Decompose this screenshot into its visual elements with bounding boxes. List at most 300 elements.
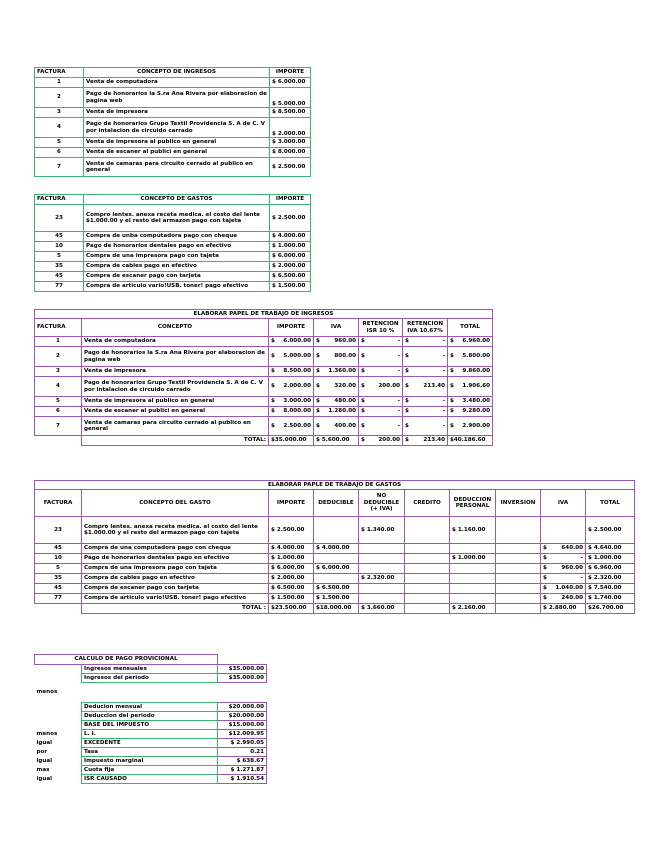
inversion-cell: [496, 574, 541, 584]
iva-cell-value: 800.00: [334, 353, 356, 360]
iva-cell: [541, 594, 586, 604]
deduccion-cell: [450, 564, 496, 574]
iva-cell-value: -: [580, 555, 583, 562]
iva-cell-value: 480.00: [334, 398, 356, 405]
total-no-deducible: $ 3.660.00: [359, 604, 405, 614]
ingresos-header-importe: IMPORTE: [270, 68, 311, 78]
iva-cell: [541, 584, 586, 594]
currency-sign: $: [361, 368, 365, 375]
header-importe: IMPORTE: [269, 490, 314, 517]
calculo-label: Impuesto marginal: [82, 757, 218, 766]
total-cell-value: 2.900.00: [462, 422, 490, 429]
currency-sign: $: [405, 353, 409, 360]
total-importe: $35.000.00: [269, 436, 314, 446]
importe-cell: [269, 407, 314, 417]
total-label: TOTAL :: [82, 604, 269, 614]
ret-iva-cell: [403, 417, 448, 436]
iva-cell-value: 320.00: [334, 383, 356, 390]
calculo-row: [35, 775, 267, 784]
iva-cell: [541, 544, 586, 554]
calculo-title: CALCULO DE PAGO PROVICIONAL: [35, 655, 218, 665]
calculo-operator: [35, 703, 82, 712]
total-cell: $ 2.320.00: [586, 574, 635, 584]
iva-cell-value: 240.00: [561, 595, 583, 602]
calculo-row: [35, 674, 267, 683]
ingresos-factura: 4: [35, 118, 84, 138]
calculo-row: [35, 712, 267, 721]
gastos-importe: $ 6.500.00: [270, 272, 311, 282]
table-row: [35, 242, 311, 252]
ret-isr-cell-value: -: [397, 408, 400, 415]
iva-cell-value: 1.360.00: [328, 368, 356, 375]
ret-iva-cell-value: 213.40: [423, 383, 445, 390]
currency-sign: $: [543, 575, 547, 582]
inversion-cell: [496, 554, 541, 564]
calculo-operator: igual: [36, 757, 53, 764]
currency-sign: $: [316, 398, 320, 405]
papel-ingresos-title: ELABORAR PAPEL DE TRABAJO DE INGRESOS: [35, 310, 493, 319]
factura-cell: 77: [35, 594, 82, 604]
importe-cell-value: 3.000.00: [283, 398, 311, 405]
table-row: [35, 584, 635, 594]
calculo-value: [218, 683, 267, 703]
gastos-header-factura: FACTURA: [35, 195, 84, 205]
papel-ingresos-header-row: [35, 319, 493, 337]
deducible-cell: [314, 517, 359, 544]
ret-isr-cell: [359, 417, 403, 436]
gastos-importe: $ 2.000.00: [270, 262, 311, 272]
currency-sign: $: [405, 338, 409, 345]
calculo-row: [35, 739, 267, 748]
ingresos-importe: $ 6.000.00: [270, 78, 311, 88]
total-total: $40.186.60: [448, 436, 493, 446]
importe-cell-value: 2.500.00: [283, 422, 311, 429]
currency-sign: $: [316, 338, 320, 345]
total-cell: [448, 347, 493, 367]
calculo-operator: [35, 712, 82, 721]
header-factura: FACTURA: [35, 319, 82, 337]
calculo-title-row: [35, 655, 267, 665]
calculo-row: [35, 665, 267, 674]
total-cell-value: 3.480.00: [462, 398, 490, 405]
ret-isr-cell-value: -: [397, 353, 400, 360]
concepto-cell: Pago de honorarios dentales pago en efectivo: [82, 554, 269, 564]
table-row: [35, 407, 493, 417]
calculo-operator: [35, 721, 82, 730]
ret-iva-cell: [403, 367, 448, 377]
currency-sign: $: [361, 422, 365, 429]
calculo-value: $ 1.271.87: [218, 766, 267, 775]
importe-cell: $ 6.500.00: [269, 584, 314, 594]
table-row: [35, 337, 493, 347]
ret-isr-cell-value: -: [397, 338, 400, 345]
currency-sign: $: [316, 408, 320, 415]
ingresos-concepto: Pago de honorarios la S.ra Ana Rivera por elaboracion de pagina web: [84, 88, 270, 108]
ret-iva-cell-value: -: [442, 353, 445, 360]
ingresos-header-factura: FACTURA: [35, 68, 84, 78]
papel-gastos-title: ELABORAR PAPLE DE TRABAJO DE GASTOS: [35, 481, 635, 490]
total-cell-value: 1.906.60: [462, 383, 490, 390]
total-cell: [448, 337, 493, 347]
total-retencion-isr: [359, 436, 403, 446]
papel-gastos-header-row: [35, 490, 635, 517]
inversion-cell: [496, 564, 541, 574]
calculo-value: $ 638.67: [218, 757, 267, 766]
header-importe: IMPORTE: [269, 319, 314, 337]
total-importe: $23.500.00: [269, 604, 314, 614]
header-credito: CREDITO: [405, 490, 450, 517]
concepto-cell: Venta de impresora: [82, 367, 269, 377]
iva-cell-value: -: [580, 575, 583, 582]
calculo-row: [35, 703, 267, 712]
importe-cell: [269, 367, 314, 377]
currency-sign: $: [316, 353, 320, 360]
credito-cell: [405, 564, 450, 574]
importe-cell: $ 6.000.00: [269, 564, 314, 574]
ingresos-factura: 7: [35, 158, 84, 177]
papel-ingresos-table: [34, 309, 493, 446]
currency-sign: $: [405, 368, 409, 375]
importe-cell: $ 1.000.00: [269, 554, 314, 564]
papel-gastos-title-row: [35, 481, 635, 490]
currency-sign: $: [543, 595, 547, 602]
total-label: TOTAL:: [82, 436, 269, 446]
factura-cell: 7: [35, 417, 82, 436]
table-row: [35, 118, 311, 138]
calculo-value: $35.000.00: [218, 674, 267, 683]
header-iva: IVA: [314, 319, 359, 337]
gastos-importe: $ 1.500.00: [270, 282, 311, 292]
calculo-label: Ingresos mensuales: [82, 665, 218, 674]
currency-sign: $: [361, 408, 365, 415]
iva-cell: [314, 417, 359, 436]
currency-sign: $: [450, 383, 454, 390]
currency-sign: $: [543, 585, 547, 592]
iva-cell: [541, 574, 586, 584]
total-retencion-iva: [403, 436, 448, 446]
ret-iva-cell: [403, 377, 448, 397]
gastos-header-row: [35, 195, 311, 205]
table-row: [35, 232, 311, 242]
ret-isr-cell: [359, 397, 403, 407]
gastos-concepto: Pago de honorarios dentales pago en efectivo: [84, 242, 270, 252]
currency-sign: $: [543, 545, 547, 552]
header-retencion-iva: RETENCION IVA 10.67%: [403, 319, 448, 337]
ret-iva-cell-value: -: [442, 408, 445, 415]
ingresos-factura: 3: [35, 108, 84, 118]
ingresos-importe: $ 3.000.00: [270, 138, 311, 148]
ret-isr-cell-value: -: [397, 368, 400, 375]
total-cell: [448, 367, 493, 377]
table-row: [35, 78, 311, 88]
calculo-label: Deduccion del periodo: [82, 712, 218, 721]
ret-iva-cell: [403, 407, 448, 417]
ret-isr-cell-value: 200.00: [378, 383, 400, 390]
table-row: [35, 347, 493, 367]
ret-isr-cell: [359, 377, 403, 397]
iva-cell-value: 1.040.00: [555, 585, 583, 592]
deduccion-cell: $ 1.000.00: [450, 554, 496, 564]
no-deducible-cell: [359, 544, 405, 554]
no-deducible-cell: [359, 554, 405, 564]
table-row: [35, 282, 311, 292]
credito-cell: [405, 594, 450, 604]
factura-cell: 2: [35, 347, 82, 367]
ret-isr-cell-value: -: [397, 398, 400, 405]
papel-ingresos-total-row: [35, 436, 493, 446]
calculo-operator: [35, 665, 82, 674]
concepto-cell: Compra de una computadora pago con cheque: [82, 544, 269, 554]
table-row: [35, 367, 493, 377]
currency-sign: $: [450, 398, 454, 405]
no-deducible-cell: $ 2.320.00: [359, 574, 405, 584]
iva-cell-value: 640.00: [561, 545, 583, 552]
factura-cell: 5: [35, 564, 82, 574]
gastos-table: [34, 194, 311, 292]
currency-sign: $: [361, 437, 365, 444]
concepto-cell: Pago de honorarios la S.ra Ana Rivera por elaboracion de pagina web: [82, 347, 269, 367]
ret-iva-cell: [403, 347, 448, 367]
concepto-cell: Compra de cables pago en efectivo: [82, 574, 269, 584]
deduccion-cell: [450, 594, 496, 604]
currency-sign: $: [450, 368, 454, 375]
ingresos-importe: $ 2.500.00: [270, 158, 311, 177]
currency-sign: $: [450, 353, 454, 360]
calculo-label: Tasa: [82, 748, 218, 757]
header-factura: FACTURA: [35, 490, 82, 517]
ret-isr-cell: [359, 407, 403, 417]
currency-sign: $: [405, 437, 409, 444]
no-deducible-cell: [359, 594, 405, 604]
deducible-cell: [314, 554, 359, 564]
table-row: [35, 108, 311, 118]
ret-isr-cell: [359, 337, 403, 347]
gastos-factura: 35: [35, 262, 84, 272]
ret-iva-cell-value: -: [442, 422, 445, 429]
total-cell: [448, 417, 493, 436]
credito-cell: [405, 574, 450, 584]
factura-cell: 10: [35, 554, 82, 564]
ingresos-header-concepto: CONCEPTO DE INGRESOS: [84, 68, 270, 78]
currency-sign: $: [405, 398, 409, 405]
table-row: [35, 517, 635, 544]
currency-sign: $: [543, 555, 547, 562]
factura-cell: 6: [35, 407, 82, 417]
header-iva: IVA: [541, 490, 586, 517]
total-cell: $ 6.960.00: [586, 564, 635, 574]
ingresos-concepto: Venta de computadora: [84, 78, 270, 88]
calculo-label: BASE DEL IMPUESTO: [82, 721, 218, 730]
calculo-value: $15.000.00: [218, 721, 267, 730]
iva-cell: [314, 377, 359, 397]
ingresos-importe: $ 5.000.00: [270, 88, 311, 108]
deducible-cell: $ 6.000.00: [314, 564, 359, 574]
table-row: [35, 138, 311, 148]
currency-sign: $: [361, 338, 365, 345]
importe-cell: [269, 337, 314, 347]
ingresos-factura: 5: [35, 138, 84, 148]
ingresos-concepto: Pago de honorarios Grupo Textil Providencia S. A de C. V por intalacion de circuido carrado: [84, 118, 270, 138]
calculo-value: 0.21: [218, 748, 267, 757]
credito-cell: [405, 544, 450, 554]
credito-cell: [405, 554, 450, 564]
concepto-cell: Compro lentes. anexa receta medica. el costo del lente $1.000.00 y el resto del armazon pago con tajeta: [82, 517, 269, 544]
iva-cell: [541, 564, 586, 574]
gastos-concepto: Compra de cables pago en efectivo: [84, 262, 270, 272]
ingresos-concepto: Venta de camaras para circuito cerrado al publico en general: [84, 158, 270, 177]
factura-cell: 3: [35, 367, 82, 377]
ingresos-importe: $ 8.500.00: [270, 108, 311, 118]
table-row: [35, 417, 493, 436]
factura-cell: 35: [35, 574, 82, 584]
calculo-table: [34, 654, 267, 784]
importe-cell: $ 1.500.00: [269, 594, 314, 604]
table-row: [35, 262, 311, 272]
gastos-header-importe: IMPORTE: [270, 195, 311, 205]
ingresos-factura: 6: [35, 148, 84, 158]
factura-cell: 4: [35, 377, 82, 397]
ingresos-concepto: Venta de impresora: [84, 108, 270, 118]
importe-cell: $ 2.500.00: [269, 517, 314, 544]
iva-cell-value: 960.00: [334, 338, 356, 345]
header-deduccion-personal: DEDUCCION PERSONAL: [450, 490, 496, 517]
calculo-row: [35, 683, 267, 703]
table-row: [35, 554, 635, 564]
gastos-factura: 45: [35, 232, 84, 242]
importe-cell: [269, 347, 314, 367]
header-total: TOTAL: [448, 319, 493, 337]
importe-cell-value: 6.000.00: [283, 338, 311, 345]
importe-cell: [269, 377, 314, 397]
calculo-operator: por: [36, 748, 48, 755]
iva-cell: [314, 347, 359, 367]
deducible-cell: $ 4.000.00: [314, 544, 359, 554]
currency-sign: $: [271, 398, 275, 405]
calculo-row: [35, 730, 267, 739]
table-row: [35, 377, 493, 397]
calculo-row: [35, 766, 267, 775]
concepto-cell: Venta de escaner al publici en general: [82, 407, 269, 417]
importe-cell: [269, 397, 314, 407]
papel-gastos-table: [34, 480, 635, 614]
total-cell-value: 5.800.00: [462, 353, 490, 360]
calculo-label: L. I.: [82, 730, 218, 739]
papel-ingresos-title-row: [35, 310, 493, 319]
currency-sign: $: [450, 408, 454, 415]
concepto-cell: Compra de una impresora pago con tajeta: [82, 564, 269, 574]
ingresos-importe: $ 8.000.00: [270, 148, 311, 158]
ingresos-factura: 2: [35, 88, 84, 108]
header-inversion: INVERSION: [496, 490, 541, 517]
gastos-factura: 5: [35, 252, 84, 262]
currency-sign: $: [361, 398, 365, 405]
calculo-value: $35.000.00: [218, 665, 267, 674]
total-cell: [448, 407, 493, 417]
gastos-factura: 10: [35, 242, 84, 252]
inversion-cell: [496, 517, 541, 544]
importe-cell: [269, 417, 314, 436]
gastos-header-concepto: CONCEPTO DE GASTOS: [84, 195, 270, 205]
header-concepto: CONCEPTO DEL GASTO: [82, 490, 269, 517]
currency-sign: $: [271, 368, 275, 375]
total-cell-value: 9.280.00: [462, 408, 490, 415]
iva-cell-value: 960.00: [561, 565, 583, 572]
deduccion-cell: [450, 584, 496, 594]
deduccion-cell: $ 1.160.00: [450, 517, 496, 544]
total-cell: $ 7.540.00: [586, 584, 635, 594]
total-iva: $ 2.880.00: [541, 604, 586, 614]
calculo-label: [82, 683, 218, 703]
calculo-operator: [35, 674, 82, 683]
iva-cell: [541, 554, 586, 564]
concepto-cell: Pago de honorarios Grupo Textil Providencia S. A de C. V por intalacion de circuido carrado: [82, 377, 269, 397]
calculo-label: ISR CAUSADO: [82, 775, 218, 784]
iva-cell: [314, 407, 359, 417]
calculo-value: $ 2.990.05: [218, 739, 267, 748]
no-deducible-cell: $ 1.340.00: [359, 517, 405, 544]
ingresos-table: [34, 67, 311, 177]
importe-cell-value: 5.000.00: [283, 353, 311, 360]
total-cell: [448, 397, 493, 407]
factura-cell: 5: [35, 397, 82, 407]
concepto-cell: Venta de impresora al publico en general: [82, 397, 269, 407]
gastos-importe: $ 6.000.00: [270, 252, 311, 262]
total-cell: [448, 377, 493, 397]
concepto-cell: Venta de computadora: [82, 337, 269, 347]
calculo-operator: menos: [36, 730, 58, 737]
total-iva: $ 5.600.00: [314, 436, 359, 446]
total-cell-value: 9.860.00: [462, 368, 490, 375]
deducible-cell: [314, 574, 359, 584]
currency-sign: $: [405, 408, 409, 415]
iva-cell: [314, 397, 359, 407]
table-row: [35, 544, 635, 554]
ingresos-factura: 1: [35, 78, 84, 88]
gastos-importe: $ 2.500.00: [270, 205, 311, 232]
concepto-cell: Compra de escaner pago con tarjeta: [82, 584, 269, 594]
ret-iva-cell-value: -: [442, 368, 445, 375]
total-retencion-iva-value: 213.40: [423, 437, 445, 444]
currency-sign: $: [450, 422, 454, 429]
header-retencion-isr: RETENCION ISR 10 %: [359, 319, 403, 337]
currency-sign: $: [316, 383, 320, 390]
total-inversion: [496, 604, 541, 614]
table-row: [35, 397, 493, 407]
table-row: [35, 272, 311, 282]
factura-cell: 45: [35, 544, 82, 554]
currency-sign: $: [361, 383, 365, 390]
total-deduccion: $ 2.160.00: [450, 604, 496, 614]
calculo-value: $20.000.00: [218, 703, 267, 712]
currency-sign: $: [361, 353, 365, 360]
currency-sign: $: [271, 383, 275, 390]
gastos-factura: 45: [35, 272, 84, 282]
iva-cell-value: 1.280.00: [328, 408, 356, 415]
calculo-row: [35, 721, 267, 730]
deducible-cell: $ 1.500.00: [314, 594, 359, 604]
ret-isr-cell: [359, 347, 403, 367]
factura-cell: 45: [35, 584, 82, 594]
header-total: TOTAL: [586, 490, 635, 517]
ingresos-concepto: Venta de impresora al publico en general: [84, 138, 270, 148]
calculo-operator: igual: [36, 775, 53, 782]
header-concepto: CONCEPTO: [82, 319, 269, 337]
calculo-row: [35, 748, 267, 757]
calculo-label: Deducion mensual: [82, 703, 218, 712]
currency-sign: $: [271, 338, 275, 345]
table-row: [35, 564, 635, 574]
currency-sign: $: [271, 353, 275, 360]
